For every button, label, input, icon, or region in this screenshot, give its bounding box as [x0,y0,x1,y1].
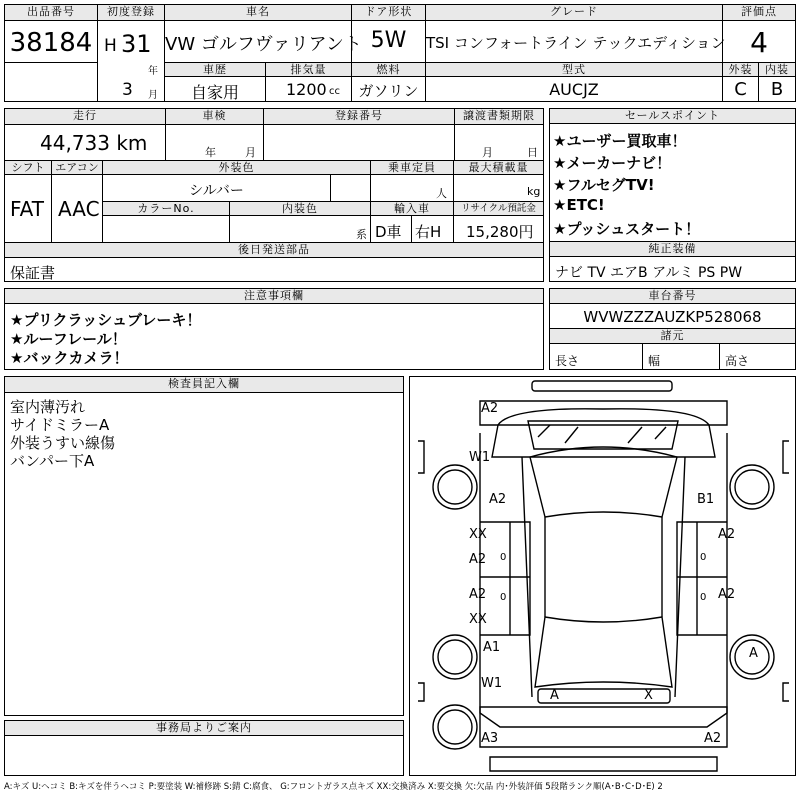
import-d: D車 [375,223,402,241]
dims-length: 長さ [555,354,580,368]
import-label: 輸入車 [371,202,453,216]
model-name: VW ゴルフヴァリアント [165,34,362,55]
grade: TSI コンフォートライン テックエディション [426,34,726,52]
mark-fr-door: A2 [718,527,736,542]
mark-w1-front: W1 [469,450,491,465]
seats-unit: 人 [436,187,447,200]
score: 4 [750,26,768,59]
interior-color-unit: 系 [356,228,367,241]
notes-title: 注意事項欄 [5,289,543,304]
car-outline [410,377,797,777]
mark-fl-door: XX [469,527,487,542]
history: 自家用 [190,83,239,102]
lot-number: 38184 [9,28,93,58]
load-unit: kg [527,185,541,198]
displacement: 1200 [286,80,327,99]
inspector-line: 外装うすい線傷 [10,434,116,452]
door-label: ドア形状 [352,5,425,21]
fuel: ガソリン [358,82,419,100]
equipment: ナビ TV エアB アルミ PS PW [555,265,743,281]
ac-label: エアコン [52,161,102,175]
grade-label: グレード [426,5,722,21]
score-label: 評価点 [723,5,795,21]
legend: A:キズ U:ヘコミ B:キズを伴うヘコミ P:要塗装 W:補修跡 S:錆 C:腐食、 G:フロントガラス点キズ XX:交換済み X:要交換 欠:欠品 内･外装評価 5段階ランク順(A･B･C･D･E) 2 [4,782,663,792]
mark-zero: 0 [700,592,707,603]
displacement-unit: cc [329,86,340,97]
dims-width: 幅 [648,354,661,368]
mark-zero: 0 [500,592,507,603]
later-parts-label: 後日発送部品 [5,243,543,258]
ac: AAC [58,197,100,221]
mark-fr-fender: B1 [697,492,715,507]
dims-height: 高さ [725,354,750,368]
sales-point: ★プッシュスタート！ [553,220,701,238]
shift-label: シフト [5,161,51,175]
first-reg-year: 31 [121,30,152,58]
first-reg-label: 初度登録 [98,5,164,21]
exterior-label: 外装 [723,63,758,77]
exterior-grade: C [734,79,747,100]
inspection-year-unit: 年 [205,146,216,159]
later-parts: 保証書 [10,264,56,282]
mark-rear-bumper-right: A2 [704,731,722,746]
office-title: 事務局よりご案内 [5,721,403,736]
sales-point: ★フルセグTV! [553,176,655,194]
dims-title: 諸元 [550,329,795,344]
note-item: ★プリクラッシュブレーキ！ [10,311,202,329]
mark-front: A2 [481,401,499,416]
mark-fl-door2: A2 [469,552,487,567]
mileage-label: 走行 [5,109,165,125]
inspection-label: 車検 [166,109,263,125]
sales-point: ★メーカーナビ！ [553,154,672,172]
exterior-color: シルバー [189,183,244,199]
note-item: ★ルーフレール！ [10,330,127,348]
displacement-label: 排気量 [266,63,351,77]
interior-color-label: 内装色 [230,202,370,216]
color-no-label: カラーNo. [103,202,229,216]
lot-label: 出品番号 [5,5,97,21]
mark-rear-left: A [550,688,559,703]
mark-rl-door2: XX [469,612,487,627]
mark-fl-fender: A2 [489,492,507,507]
color-label: 外装色 [103,161,370,175]
mark-zero: 0 [700,552,707,563]
inspector-line: 室内薄汚れ [10,398,86,416]
shift: FAT [10,197,45,221]
equipment-title: 純正装備 [550,242,795,257]
mark-rl-fender: A1 [483,640,501,655]
fuel-label: 燃料 [352,63,425,77]
car-diagram [409,376,796,776]
sales-title: セールスポイント [550,109,795,124]
type-label: 型式 [426,63,722,77]
recycle-label: リサイクル預託金 [454,202,543,216]
seats-label: 乗車定員 [371,161,453,175]
import-h: 右H [415,223,442,241]
recycle-fee: 15,280円 [466,223,534,241]
sales-point: ★ユーザー買取車！ [553,132,687,150]
mark-rear-bumper-left: A3 [481,731,499,746]
year-unit: 年 [148,66,158,77]
sales-point: ★ETC! [553,196,605,214]
mark-w1-rear: W1 [481,676,503,691]
mark-rr-door: A2 [718,587,736,602]
load-label: 最大積載量 [454,161,543,175]
transfer-label: 譲渡書類期限 [455,109,543,125]
interior-label: 内装 [759,63,795,77]
mark-rl-door: A2 [469,587,487,602]
model-label: 車名 [165,5,351,21]
door-type: 5W [370,28,407,53]
inspector-line: サイドミラーA [10,416,110,434]
month-unit: 月 [148,90,158,101]
first-reg-era: H [104,36,117,56]
note-item: ★バックカメラ！ [10,349,129,367]
vin: WVWZZZAUZKP528068 [583,308,762,326]
mark-rr-wheel: A [749,646,758,661]
transfer-month-unit: 月 [482,146,493,159]
reg-no-label: 登録番号 [264,109,454,125]
mark-zero: 0 [500,552,507,563]
mileage: 44,733 km [40,131,148,155]
history-label: 車歴 [165,63,265,77]
model-type: AUCJZ [549,80,599,99]
inspection-month-unit: 月 [245,146,256,159]
vin-title: 車台番号 [550,289,795,304]
inspector-title: 検査員記入欄 [5,377,403,393]
mark-rear-right: X [644,688,653,703]
inspector-line: バンパー下A [10,452,95,470]
interior-grade: B [770,79,784,100]
transfer-day-unit: 日 [527,146,538,159]
first-reg-month: 3 [122,80,133,100]
